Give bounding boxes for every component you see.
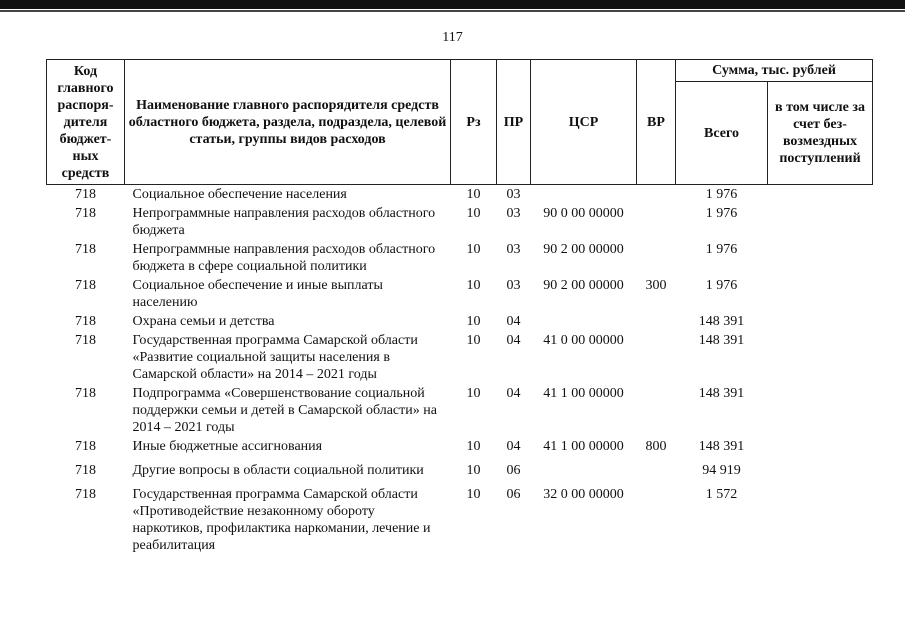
cell-total: 94 919 (702, 463, 741, 478)
header-name: Наименование главного распорядителя средств областного бюджета, раздела, подраздела, целевой статьи, группы видов расходов (125, 60, 451, 185)
cell-csr: 32 0 00 00000 (543, 487, 624, 502)
cell-csr: 41 0 00 00000 (543, 333, 624, 348)
cell-csr (531, 312, 637, 331)
cell-rz: 10 (466, 187, 481, 202)
cell-csr (531, 456, 637, 480)
scan-top-border-line (0, 10, 905, 12)
cell-csr: 90 0 00 00000 (543, 206, 624, 221)
table-row (47, 331, 873, 384)
cell-name: Социальное обеспечение населения (132, 187, 347, 202)
cell-code: 718 (75, 187, 96, 202)
cell-vr (637, 456, 676, 480)
cell-pr: 04 (506, 386, 521, 401)
cell-csr: 90 2 00 00000 (543, 278, 624, 293)
cell-total: 148 391 (698, 314, 745, 329)
header-csr: ЦСР (531, 60, 637, 185)
cell-gratuitous (768, 240, 873, 276)
cell-gratuitous (768, 456, 873, 480)
cell-gratuitous (768, 204, 873, 240)
cell-pr: 03 (506, 278, 521, 293)
cell-rz: 10 (466, 439, 481, 454)
cell-gratuitous (768, 384, 873, 437)
table-row (47, 204, 873, 240)
cell-name: Непрограммные направления расходов областного бюджета (132, 206, 436, 238)
cell-code: 718 (75, 206, 96, 221)
cell-vr (637, 185, 676, 205)
cell-csr: 41 1 00 00000 (543, 386, 624, 401)
cell-rz: 10 (466, 278, 481, 293)
cell-total: 1 976 (705, 242, 738, 257)
cell-name: Иные бюджетные ассигнования (132, 439, 323, 454)
cell-name: Подпрограмма «Совершенствование социальной поддержки семьи и детей в Самарской области» на 2014 – 2021 годы (132, 386, 437, 435)
cell-name: Государственная программа Самарской области «Противодействие незаконному обороту наркотиков, профилактика наркомании, лечение и реабилитация (132, 487, 431, 553)
cell-vr (637, 331, 676, 384)
cell-total: 148 391 (698, 439, 745, 454)
cell-code: 718 (75, 386, 96, 401)
cell-csr (531, 185, 637, 205)
table-row (47, 185, 873, 205)
cell-gratuitous (768, 312, 873, 331)
table-row (47, 480, 873, 555)
cell-pr: 04 (506, 333, 521, 348)
cell-total: 148 391 (698, 333, 745, 348)
cell-pr: 03 (506, 242, 521, 257)
cell-total: 1 976 (705, 206, 738, 221)
cell-csr: 90 2 00 00000 (543, 242, 624, 257)
cell-vr: 800 (645, 439, 667, 454)
cell-pr: 03 (506, 206, 521, 221)
cell-name: Охрана семьи и детства (132, 314, 275, 329)
cell-pr: 03 (506, 187, 521, 202)
cell-rz: 10 (466, 333, 481, 348)
cell-name: Непрограммные направления расходов областного бюджета в сфере социальной политики (132, 242, 436, 274)
cell-gratuitous (768, 480, 873, 555)
cell-vr (637, 384, 676, 437)
table-row (47, 240, 873, 276)
cell-rz: 10 (466, 242, 481, 257)
cell-pr: 04 (506, 439, 521, 454)
cell-gratuitous (768, 185, 873, 205)
header-vr: ВР (637, 60, 676, 185)
header-sum-group: Сумма, тыс. рублей (676, 60, 873, 82)
cell-rz: 10 (466, 206, 481, 221)
cell-name: Другие вопросы в области социальной политики (132, 463, 424, 478)
cell-total: 148 391 (698, 386, 745, 401)
header-gratuitous: в том числе за счет без-возмездных поступлений (768, 82, 873, 185)
cell-pr: 06 (506, 487, 521, 502)
cell-gratuitous (768, 437, 873, 456)
table-body (47, 185, 873, 556)
cell-vr (637, 480, 676, 555)
table-row (47, 437, 873, 456)
table-row (47, 456, 873, 480)
table-row (47, 384, 873, 437)
cell-code: 718 (75, 333, 96, 348)
cell-name: Социальное обеспечение и иные выплаты населению (132, 278, 383, 310)
cell-vr (637, 240, 676, 276)
cell-gratuitous (768, 276, 873, 312)
cell-total: 1 976 (705, 187, 738, 202)
cell-code: 718 (75, 487, 96, 502)
header-pr: ПР (497, 60, 531, 185)
cell-total: 1 976 (705, 278, 738, 293)
cell-code: 718 (75, 439, 96, 454)
cell-pr: 04 (506, 314, 521, 329)
cell-code: 718 (75, 463, 96, 478)
cell-rz: 10 (466, 386, 481, 401)
page-number: 117 (442, 30, 463, 45)
cell-total: 1 572 (705, 487, 738, 502)
cell-rz: 10 (466, 463, 481, 478)
budget-table (46, 59, 873, 555)
cell-gratuitous (768, 331, 873, 384)
cell-name: Государственная программа Самарской области «Развитие социальной защиты населения в Самарской области» на 2014 – 2021 годы (132, 333, 418, 382)
header-code: Код главного распоря-дителя бюджет-ных средств (47, 60, 125, 185)
cell-rz: 10 (466, 487, 481, 502)
cell-rz: 10 (466, 314, 481, 329)
cell-code: 718 (75, 314, 96, 329)
scan-top-border (0, 0, 905, 9)
table-row (47, 276, 873, 312)
header-rz: Рз (451, 60, 497, 185)
cell-vr (637, 204, 676, 240)
cell-code: 718 (75, 242, 96, 257)
cell-vr: 300 (645, 278, 667, 293)
header-total: Всего (676, 82, 768, 185)
cell-code: 718 (75, 278, 96, 293)
table-row (47, 312, 873, 331)
cell-csr: 41 1 00 00000 (543, 439, 624, 454)
cell-vr (637, 312, 676, 331)
cell-pr: 06 (506, 463, 521, 478)
table-header (47, 60, 873, 185)
